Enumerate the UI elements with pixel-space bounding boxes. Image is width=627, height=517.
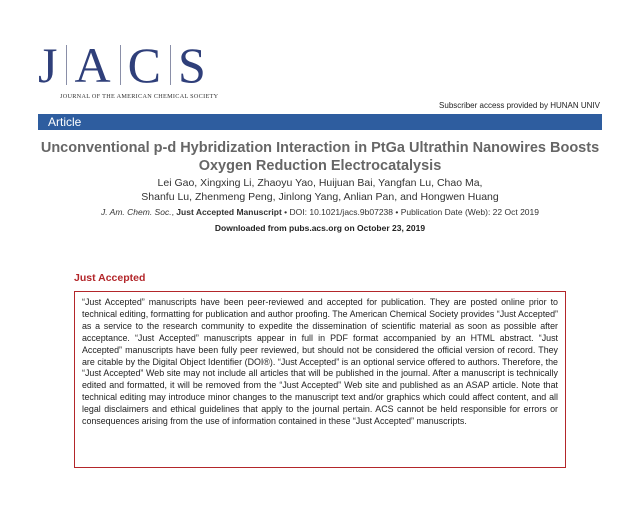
logo-divider <box>170 45 171 85</box>
author-list <box>38 176 602 204</box>
just-accepted-text: “Just Accepted” manuscripts have been peer-reviewed and accepted for publication. They are posted online prior to technical editing, formatting for publication and author proofing. The American Chemical Society provides “Just Accepted” as a service to the research community to expedite the dissemination of scientific material as soon as possible after acceptance. “Just Accepted” manuscripts appear in full in PDF format accompanied by an HTML abstract. “Just Accepted” manuscripts have been fully peer reviewed, but should not be considered the official version of record. They are citable by the Digital Object Identifier (DOI®). “Just Accepted” is an optional service offered to authors. Therefore, the “Just Accepted” Web site may not include all articles that will be published in the journal. After a manuscript is technically edited and formatted, it will be removed from the “Just Accepted” Web site and published as an ASAP article. Note that technical editing may introduce minor changes to the manuscript text and/or graphics which could affect content, and all legal disclaimers and ethical guidelines that apply to the journal pertain. ACS cannot be held responsible for errors or consequences arising from the use of information contained in these “Just Accepted” manuscripts. <box>82 297 558 427</box>
article-title: Unconventional p-d Hybridization Interaction in PtGa Ultrathin Nanowires Boosts Oxygen Reduction Electrocatalysis <box>40 140 600 174</box>
authors-line-1: Lei Gao, Xingxing Li, Zhaoyu Yao, Huijuan Bai, Yangfan Lu, Chao Ma, <box>157 177 483 189</box>
section-label: Article <box>48 115 82 129</box>
subscriber-notice: Subscriber access provided by HUNAN UNIV <box>439 101 600 110</box>
logo-letters <box>38 37 218 93</box>
logo-divider <box>120 45 121 85</box>
logo-letter-a: A <box>74 37 113 93</box>
journal-subtitle: JOURNAL OF THE AMERICAN CHEMICAL SOCIETY <box>60 93 219 100</box>
logo-letter-s: S <box>177 37 208 93</box>
authors-line-2: Shanfu Lu, Zhenmeng Peng, Jinlong Yang, Anlian Pan, and Hongwen Huang <box>141 191 499 203</box>
logo-divider <box>66 45 67 85</box>
citation-journal: J. Am. Chem. Soc. <box>101 207 172 217</box>
citation-status: Just Accepted Manuscript <box>176 207 282 217</box>
citation-doi[interactable]: • DOI: 10.1021/jacs.9b07238 • Publication Date (Web): 22 Oct 2019 <box>284 207 539 217</box>
just-accepted-box <box>74 291 566 468</box>
logo-letter-j: J <box>38 37 60 93</box>
section-bar <box>38 114 602 130</box>
logo-letter-c: C <box>127 37 163 93</box>
download-notice: Downloaded from pubs.acs.org on October 23, 2019 <box>214 223 426 233</box>
jacs-logo <box>38 37 219 100</box>
citation-line: J. Am. Chem. Soc., Just Accepted Manuscript • DOI: 10.1021/jacs.9b07238 • Publication Date (Web): 22 Oct 2019 <box>101 207 539 217</box>
just-accepted-heading: Just Accepted <box>74 272 146 284</box>
